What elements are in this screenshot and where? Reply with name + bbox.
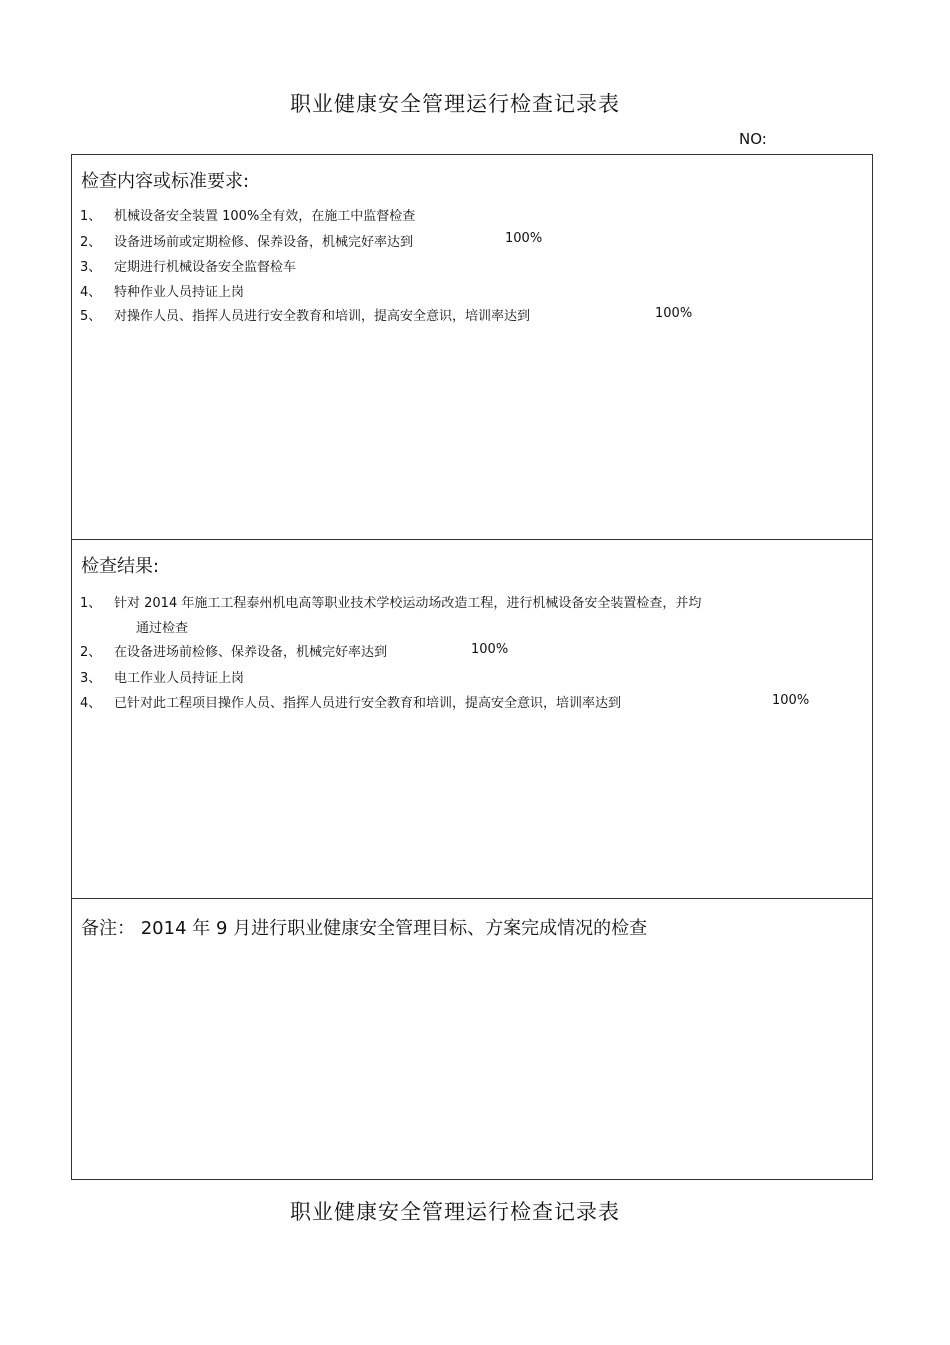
result-item <box>80 692 621 711</box>
page-title-repeat: 职业健康安全管理运行检查记录表 <box>290 1200 620 1224</box>
requirement-item <box>80 231 413 250</box>
item-text: 在设备进场前检修、保养设备，机械完好率达到 <box>114 645 388 660</box>
item-percentage: 100% <box>655 306 693 321</box>
item-percentage: 100% <box>505 231 543 246</box>
result-item <box>80 667 244 686</box>
item-number: 3、 <box>80 671 102 686</box>
requirement-item <box>80 205 415 224</box>
item-text: 设备进场前或定期检修、保养设备，机械完好率达到 <box>114 235 414 250</box>
item-number: 2、 <box>80 645 102 660</box>
item-text: 定期进行机械设备安全监督检车 <box>114 260 297 275</box>
item-number: 4、 <box>80 285 102 300</box>
result-item <box>80 641 387 660</box>
requirement-item <box>80 305 530 324</box>
item-percentage: 100% <box>471 642 509 657</box>
results-section <box>72 540 872 899</box>
results-heading: 检查结果: <box>81 556 160 577</box>
item-text: 已针对此工程项目操作人员、指挥人员进行安全教育和培训，提高安全意识，培训率达到 <box>114 696 622 711</box>
requirements-heading: 检查内容或标准要求: <box>81 171 250 192</box>
item-text: 机械设备安全装置 100%全有效，在施工中监督检查 <box>114 209 416 224</box>
item-continuation: 通过检查 <box>136 621 189 636</box>
requirements-section <box>72 155 872 540</box>
remarks-section <box>72 899 872 1178</box>
item-number: 5、 <box>80 309 102 324</box>
form-number-label: NO: <box>739 130 767 148</box>
remarks-text: 备注： 2014 年 9 月进行职业健康安全管理目标、方案完成情况的检查 <box>81 918 648 939</box>
requirement-item <box>80 281 244 300</box>
item-text: 特种作业人员持证上岗 <box>114 285 245 300</box>
item-text: 电工作业人员持证上岗 <box>114 671 245 686</box>
item-text: 对操作人员、指挥人员进行安全教育和培训，提高安全意识，培训率达到 <box>114 309 531 324</box>
item-number: 1、 <box>80 209 102 224</box>
item-number: 4、 <box>80 696 102 711</box>
requirement-item <box>80 256 296 275</box>
item-number: 2、 <box>80 235 102 250</box>
item-percentage: 100% <box>772 693 810 708</box>
item-text: 针对 2014 年施工工程泰州机电高等职业技术学校运动场改造工程，进行机械设备安全装置检查，并均 <box>114 596 702 611</box>
page-title: 职业健康安全管理运行检查记录表 <box>290 92 620 116</box>
inspection-record-table <box>71 154 873 1180</box>
item-number: 3、 <box>80 260 102 275</box>
item-number: 1、 <box>80 596 102 611</box>
result-item <box>80 592 701 611</box>
